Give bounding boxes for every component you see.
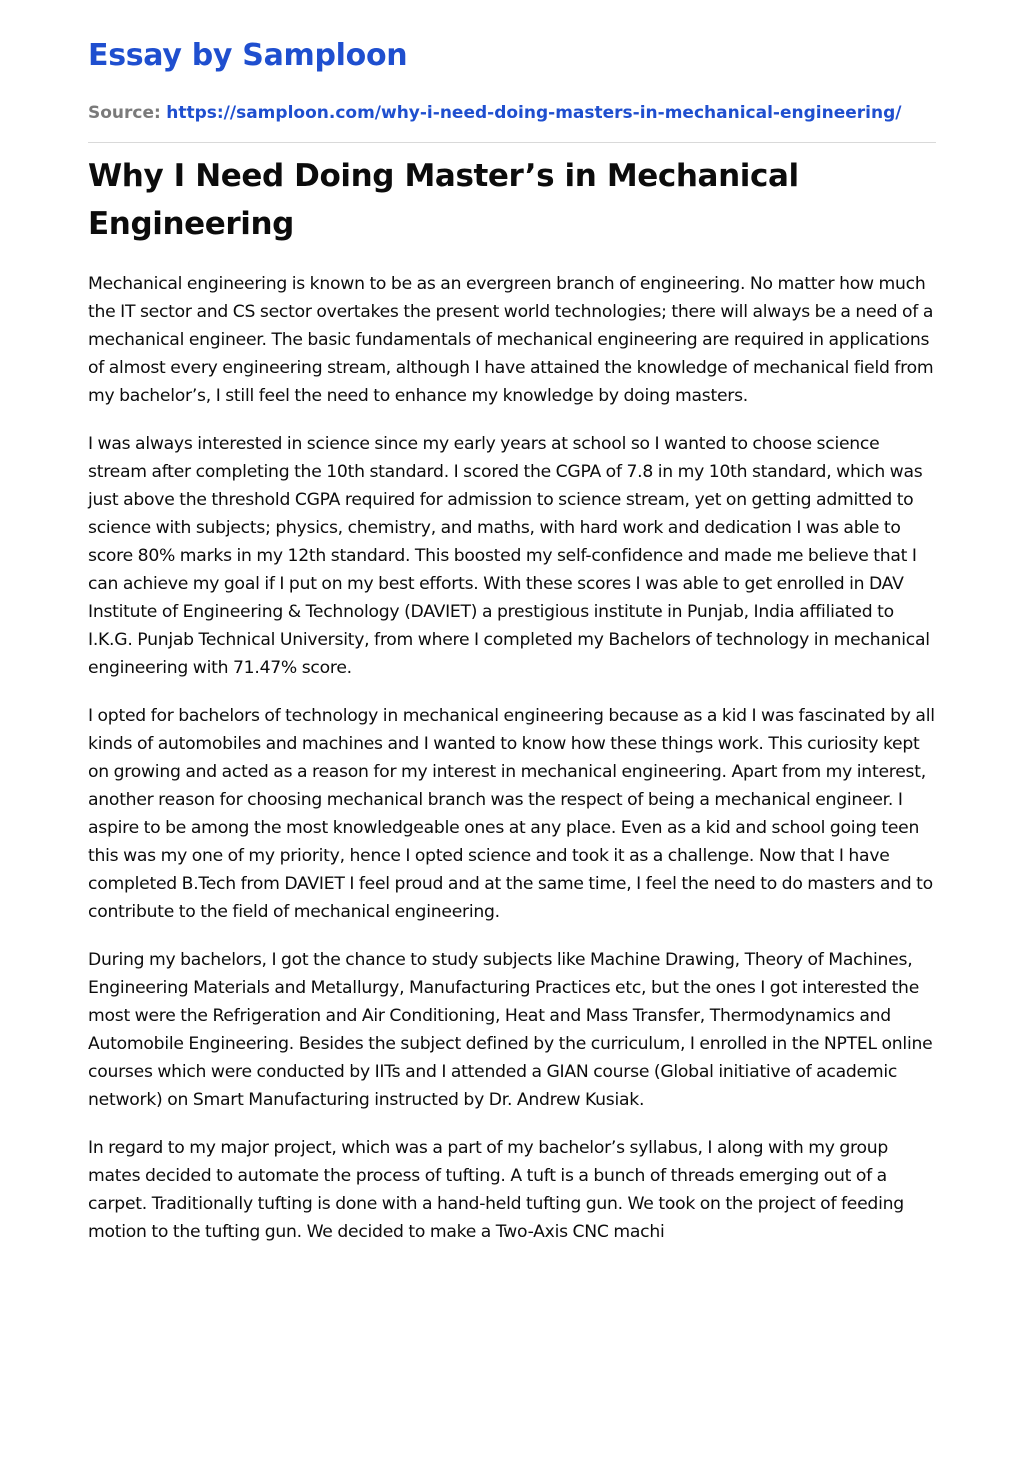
site-brand[interactable]: Essay by Samploon [88,38,408,73]
header-divider [88,142,936,143]
essay-paragraph: I opted for bachelors of technology in mechanical engineering because as a kid I was fascinated by all kinds of automobiles and machines and I wanted to know how these things work. This curiosity kept on growing and acted as a reason for my interest in mechanical engineering. Apart from my interest, another reason for choosing mechanical branch was the respect of being a mechanical engineer. I aspire to be among the most knowledgeable ones at any place. Even as a kid and school going teen this was my one of my priority, hence I opted science and took it as a challenge. Now that I have completed B.Tech from DAVIET I feel proud and at the same time, I feel the need to do masters and to contribute to the field of mechanical engineering. [88,706,935,922]
essay-paragraph: I was always interested in science since my early years at school so I wanted to choose science stream after completing the 10th standard. I scored the CGPA of 7.8 in my 10th standard, which was just above the threshold CGPA required for admission to science stream, yet on getting admitted to science with subjects; physics, chemistry, and maths, with hard work and dedication I was able to score 80% marks in my 12th standard. This boosted my self-confidence and made me believe that I can achieve my goal if I put on my best efforts. With these scores I was able to get enrolled in DAV Institute of Engineering & Technology (DAVIET) a prestigious institute in Punjab, India affiliated to I.K.G. Punjab Technical University, from where I completed my Bachelors of technology in mechanical engineering with 71.47% score. [88,434,930,678]
source-link[interactable]: https://samploon.com/why-i-need-doing-masters-in-mechanical-engineering/ [166,103,902,123]
essay-paragraph: Mechanical engineering is known to be as an evergreen branch of engineering. No matter how much the IT sector and CS sector overtakes the present world technologies; there will always be a need of a mechanical engineer. The basic fundamentals of mechanical engineering are required in applications of almost every engineering stream, although I have attained the knowledge of mechanical field from my bachelor’s, I still feel the need to enhance my knowledge by doing masters. [88,274,934,406]
essay-body [88,270,936,1266]
essay-title: Why I Need Doing Master’s in Mechanical Engineering [88,158,799,242]
essay-paragraph: In regard to my major project, which was a part of my bachelor’s syllabus, I along with my group mates decided to automate the process of tufting. A tuft is a bunch of threads emerging out of a carpet. Traditionally tufting is done with a hand-held tufting gun. We took on the project of feeding motion to the tufting gun. We decided to make a Two-Axis CNC machi [88,1138,904,1242]
source-label: Source: [88,103,161,123]
essay-paragraph: During my bachelors, I got the chance to study subjects like Machine Drawing, Theory of Machines, Engineering Materials and Metallurgy, Manufacturing Practices etc, but the ones I got interested the most were the Refrigeration and Air Conditioning, Heat and Mass Transfer, Thermodynamics and Automobile Engineering. Besides the subject defined by the curriculum, I enrolled in the NPTEL online courses which were conducted by IITs and I attended a GIAN course (Global initiative of academic network) on Smart Manufacturing instructed by Dr. Andrew Kusiak. [88,950,933,1110]
source-line [88,102,901,124]
